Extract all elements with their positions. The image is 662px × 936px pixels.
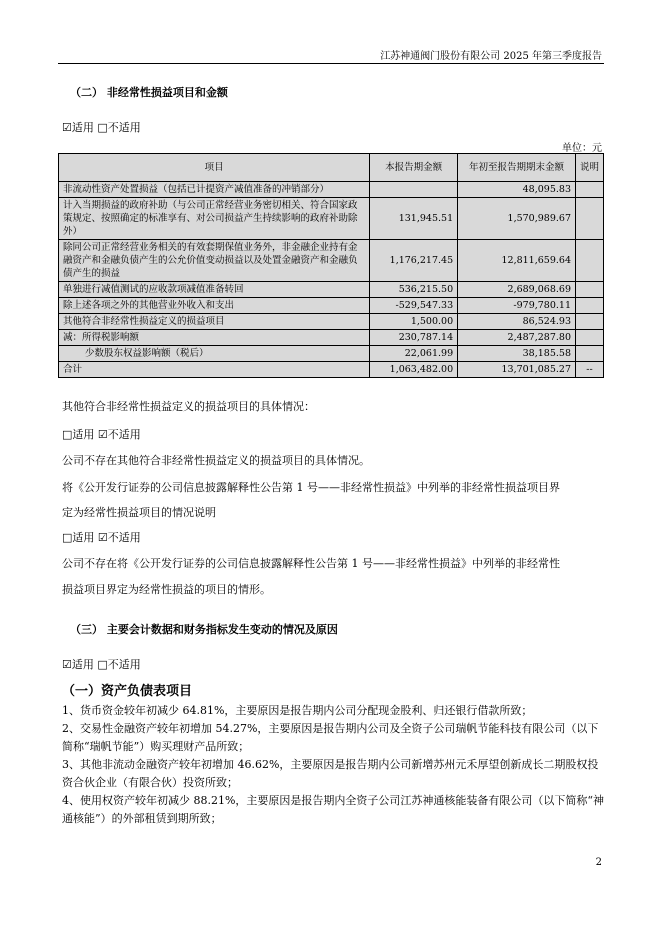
row-item: 合计 [59, 362, 370, 378]
section3-title: （三） 主要会计数据和财务指标发生变动的情况及原因 [70, 623, 338, 636]
reclass-statement-line1: 公司不存在将《公开发行证券的公司信息披露解释性公告第 1 号——非经常性损益》中列举的非经常性 [62, 557, 560, 570]
row-item: 单独进行减值测试的应收款项减值准备转回 [59, 282, 370, 298]
table-row [59, 346, 604, 362]
row-current: 131,945.51 [370, 198, 458, 240]
row-item: 其他符合非经常性损益定义的损益项目 [59, 314, 370, 330]
row-item: 除同公司正常经营业务相关的有效套期保值业务外，非金融企业持有金融资产和金融负债产生的公允价值变动损益以及处置金融资产和金融负债产生的损益 [59, 240, 370, 282]
row-current [370, 182, 458, 198]
row-current: 1,500.00 [370, 314, 458, 330]
reclass-label-line1: 将《公开发行证券的公司信息披露解释性公告第 1 号——非经常性损益》中列举的非经常性损益项目界 [62, 481, 560, 494]
table-header-row [59, 154, 604, 182]
section2-applicability: ☑适用 □不适用 [62, 121, 141, 134]
row-current: 536,215.50 [370, 282, 458, 298]
row-item: 非流动性资产处置损益（包括已计提资产减值准备的冲销部分） [59, 182, 370, 198]
row-current: 1,063,482.00 [370, 362, 458, 378]
list-item-text: 3、其他非流动金融资产较年初增加 46.62%，主要原因是报告期内公司新增苏州元禾厚望创新成长二期股权投资合伙企业（有限合伙）投资所致； [62, 758, 599, 789]
row-ytd: 12,811,659.64 [458, 240, 576, 282]
col-header-current: 本报告期金额 [370, 154, 458, 182]
row-note [576, 282, 604, 298]
other-items-applicability: □适用 ☑不适用 [62, 428, 141, 441]
row-current: -529,547.33 [370, 298, 458, 314]
row-item: 少数股东权益影响额（税后） [59, 346, 370, 362]
table-row [59, 198, 604, 240]
table-row-total [59, 362, 604, 378]
section2-title: （二） 非经常性损益项目和金额 [70, 86, 228, 99]
table-row [59, 298, 604, 314]
row-current: 1,176,217.45 [370, 240, 458, 282]
reclass-statement-line2: 损益项目界定为经常性损益的项目的情形。 [62, 583, 271, 596]
col-header-ytd: 年初至报告期期末金额 [458, 154, 576, 182]
row-note [576, 198, 604, 240]
col-header-note: 说明 [576, 154, 604, 182]
row-ytd: 48,095.83 [458, 182, 576, 198]
section3-applicability: ☑适用 □不适用 [62, 658, 141, 671]
page-number: 2 [595, 857, 602, 868]
non-recurring-table [58, 153, 604, 378]
row-note [576, 330, 604, 346]
row-current: 22,061.99 [370, 346, 458, 362]
row-item: 除上述各项之外的其他营业外收入和支出 [59, 298, 370, 314]
unit-label: 单位：元 [562, 143, 602, 154]
list-item [62, 792, 607, 828]
row-ytd: 2,689,068.69 [458, 282, 576, 298]
page-header: 江苏神通阀门股份有限公司 2025 年第三季度报告 [380, 51, 602, 62]
list-item-text: 2、交易性金融资产较年初增加 54.27%，主要原因是报告期内公司及全资子公司瑞帆节能科技有限公司（以下简称“瑞帆节能”）购买理财产品所致； [62, 722, 599, 753]
list-item-text: 4、使用权资产较年初减少 88.21%，主要原因是报告期内全资子公司江苏神通核能装备有限公司（以下简称“神通核能”）的外部租赁到期所致； [62, 794, 605, 825]
row-ytd: -979,780.11 [458, 298, 576, 314]
row-ytd: 13,701,085.27 [458, 362, 576, 378]
col-header-item: 项目 [59, 154, 370, 182]
row-note: -- [576, 362, 604, 378]
row-ytd: 1,570,989.67 [458, 198, 576, 240]
row-note [576, 346, 604, 362]
row-ytd: 2,487,287.80 [458, 330, 576, 346]
list-item [62, 756, 607, 792]
row-note [576, 314, 604, 330]
list-item [62, 720, 607, 756]
table-row [59, 182, 604, 198]
table-row [59, 282, 604, 298]
table-row [59, 330, 604, 346]
row-item: 减：所得税影响额 [59, 330, 370, 346]
row-current: 230,787.14 [370, 330, 458, 346]
reclass-label-line2: 定为经常性损益项目的情况说明 [62, 506, 216, 519]
list-item: 1、货币资金较年初减少 64.81%，主要原因是报告期内公司分配现金股利、归还银行借款所致； [62, 704, 533, 717]
row-note [576, 298, 604, 314]
row-note [576, 182, 604, 198]
reclass-applicability: □适用 ☑不适用 [62, 531, 141, 544]
row-ytd: 38,185.58 [458, 346, 576, 362]
row-ytd: 86,524.93 [458, 314, 576, 330]
row-item: 计入当期损益的政府补助（与公司正常经营业务密切相关、符合国家政策规定、按照确定的标准享有、对公司损益产生持续影响的政府补助除外） [59, 198, 370, 240]
other-items-label: 其他符合非经常性损益定义的损益项目的具体情况： [62, 400, 315, 413]
other-items-statement: 公司不存在其他符合非经常性损益定义的损益项目的具体情况。 [62, 454, 370, 467]
balance-sheet-subtitle: （一）资产负债表项目 [62, 684, 193, 699]
table-row [59, 314, 604, 330]
header-divider [58, 63, 604, 64]
table-row [59, 240, 604, 282]
row-note [576, 240, 604, 282]
